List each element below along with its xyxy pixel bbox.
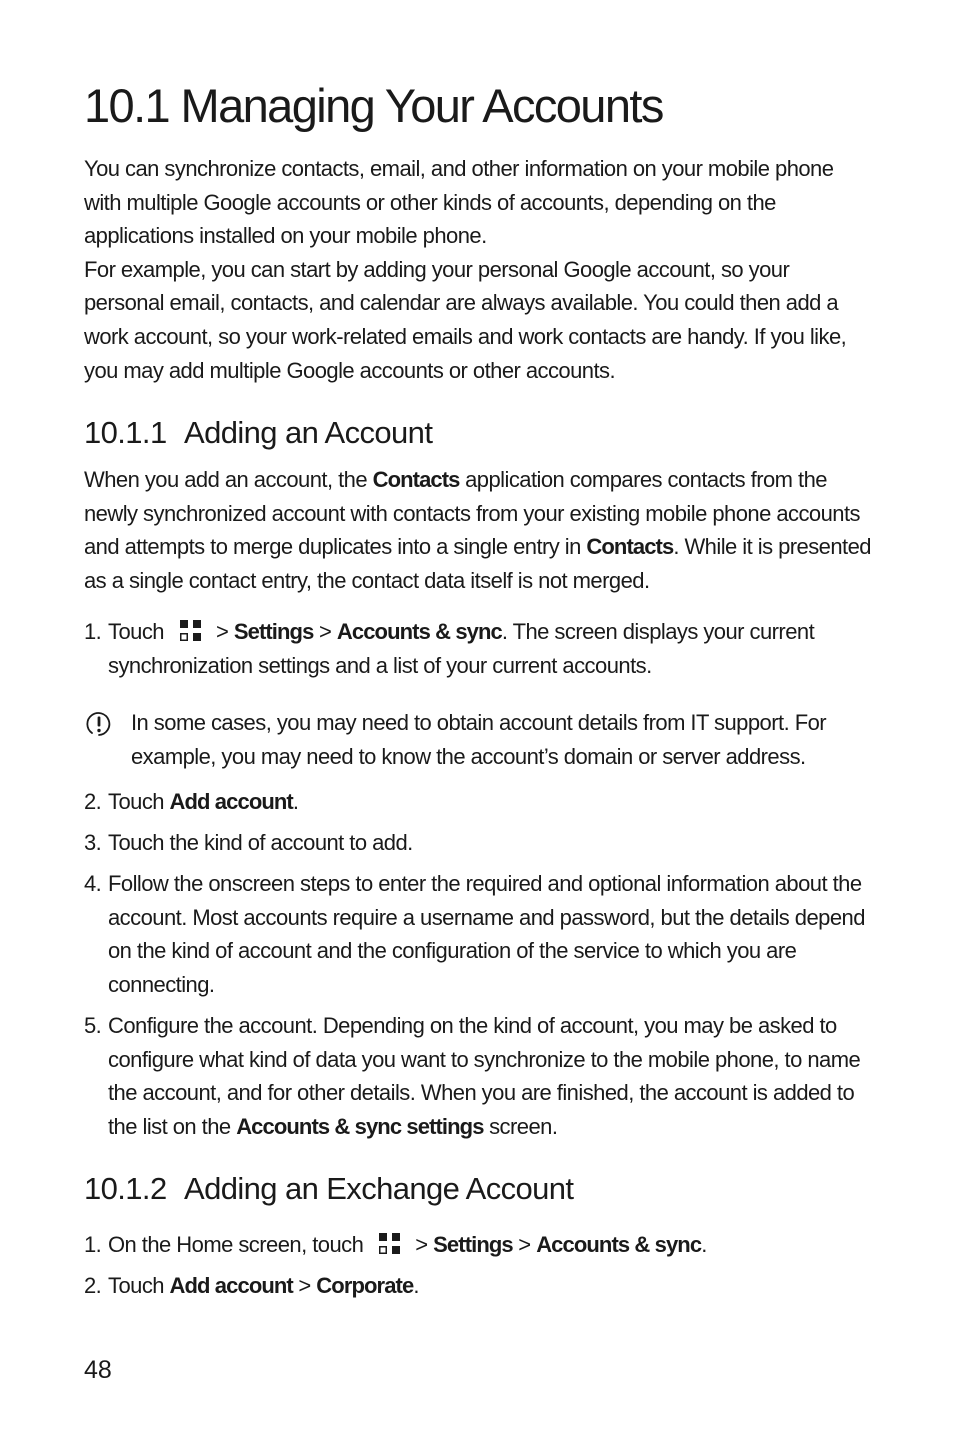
page-title: 10.1 Managing Your Accounts — [84, 79, 663, 132]
app-grid-icon — [377, 1232, 403, 1256]
exclamation-circle-icon — [86, 711, 112, 737]
section-heading-adding-account: 10.1.1 Adding an Account — [84, 415, 433, 450]
section1-paragraph: When you add an account, the Contacts application compares contacts from the newly synchronized account with contacts from your existing mobile phone accounts and attempts to merge duplicates into a single entry in Contacts. While it is presented as a single contact entry, the contact data itself is not merged. — [84, 467, 871, 593]
section-heading-exchange-account: 10.1.2 Adding an Exchange Account — [84, 1171, 574, 1206]
intro-paragraph: You can synchronize contacts, email, and other information on your mobile phone with multiple Google accounts or other kinds of accounts, depending on the applications installed on your mobile phone. For example, you can start by adding your personal Google account, so your personal email, contacts, and calendar are always available. You could then add a work account, so your work-related emails and work contacts are handy. If you like, you may add multiple Google accounts or other accounts. — [84, 156, 847, 383]
app-grid-icon — [178, 619, 204, 643]
page-number: 48 — [84, 1356, 112, 1384]
